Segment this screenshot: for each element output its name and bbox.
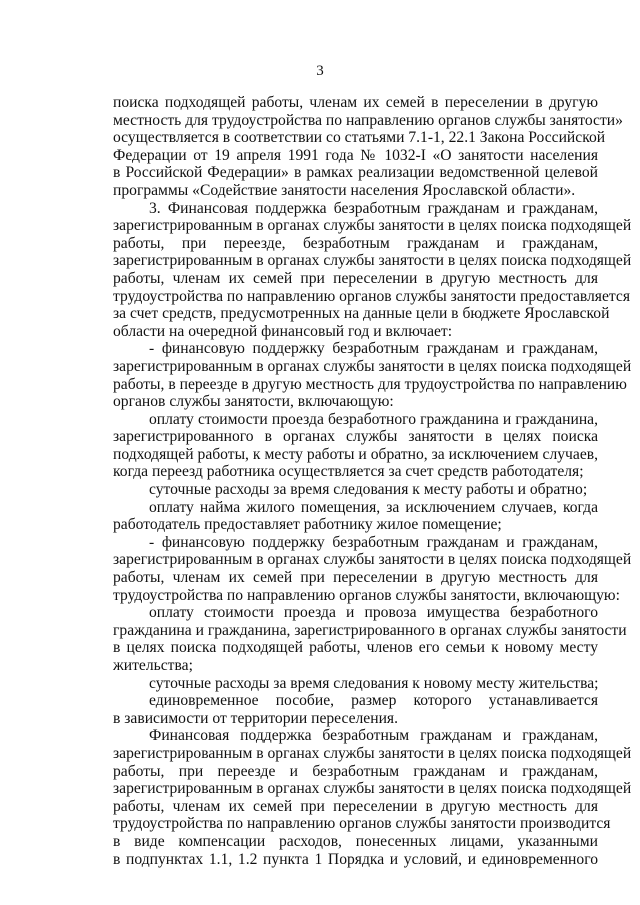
text-line: зарегистрированным в органах службы занятости в целях поиска подходящей: [113, 780, 632, 798]
text-line: работы, при переезде, безработным гражданам и гражданам,: [113, 234, 598, 252]
text-line: работы, в переезде в другую местность для трудоустройства по направлению: [113, 375, 627, 393]
text-line: в Российской Федерации» в рамках реализации ведомственной целевой: [113, 164, 598, 182]
text-line: - финансовую поддержку безработным гражданам и гражданам,: [149, 340, 598, 358]
text-line: работы, членам их семей при переселении в другую местность для: [113, 797, 598, 815]
text-line: программы «Содействие занятости населения Ярославской области».: [113, 181, 576, 199]
text-line: суточные расходы за время следования к месту работы и обратно;: [149, 481, 588, 499]
text-line: 3. Финансовая поддержка безработным гражданам и гражданам,: [149, 199, 598, 217]
document-body: [113, 94, 632, 868]
text-line: работы, членам их семей при переселении в другую местность для: [113, 269, 598, 287]
text-line: органов службы занятости, включающую:: [113, 393, 394, 411]
text-line: оплату стоимости проезда безработного гражданина и гражданина,: [149, 410, 598, 428]
text-line: в виде компенсации расходов, понесенных лицами, указанными: [113, 832, 598, 850]
text-line: работы, при переезде и безработным гражданам и гражданам,: [113, 762, 598, 780]
text-line: Финансовая поддержка безработным гражданам и гражданам,: [149, 727, 598, 745]
text-line: гражданина и гражданина, зарегистрированного в органах службы занятости: [113, 621, 627, 639]
text-line: зарегистрированным в органах службы занятости в целях поиска подходящей: [113, 252, 632, 270]
text-line: - финансовую поддержку безработным гражданам и гражданам,: [149, 533, 598, 551]
text-line: зарегистрированным в органах службы занятости в целях поиска подходящей: [113, 357, 632, 375]
text-line: трудоустройства по направлению органов службы занятости предоставляется: [113, 287, 630, 305]
text-line: за счет средств, предусмотренных на данные цели в бюджете Ярославской: [113, 305, 610, 323]
text-line: трудоустройства по направлению органов службы занятости, включающую:: [113, 586, 620, 604]
text-line: работодатель предоставляет работнику жилое помещение;: [113, 516, 502, 534]
text-line: в подпунктах 1.1, 1.2 пункта 1 Порядка и условий, и единовременного: [113, 850, 598, 868]
text-line: подходящей работы, к месту работы и обратно, за исключением случаев,: [113, 445, 598, 463]
text-line: зарегистрированного в органах службы занятости в целях поиска: [113, 428, 598, 446]
text-line: трудоустройства по направлению органов службы занятости производится: [113, 815, 611, 833]
text-line: поиска подходящей работы, членам их семей в переселении в другую: [113, 94, 598, 111]
text-line: в зависимости от территории переселения.: [113, 709, 398, 727]
text-line: осуществляется в соответствии со статьями 7.1-1, 22.1 Закона Российской: [113, 129, 606, 147]
text-line: местность для трудоустройства по направлению органов службы занятости»: [113, 111, 623, 129]
text-line: зарегистрированным в органах службы занятости в целях поиска подходящей: [113, 744, 632, 762]
text-line: зарегистрированным в органах службы занятости в целях поиска подходящей: [113, 217, 632, 235]
text-line: оплату найма жилого помещения, за исключением случаев, когда: [149, 498, 598, 516]
text-line: оплату стоимости проезда и провоза имущества безработного: [149, 604, 598, 622]
text-line: единовременное пособие, размер которого устанавливается: [149, 692, 598, 710]
text-line: суточные расходы за время следования к новому месту жительства;: [149, 674, 599, 692]
text-line: Федерации от 19 апреля 1991 года № 1032-I «О занятости населения: [113, 146, 598, 164]
text-line: работы, членам их семей при переселении в другую местность для: [113, 569, 598, 587]
text-line: области на очередной финансовый год и включает:: [113, 322, 453, 340]
text-line: зарегистрированным в органах службы занятости в целях поиска подходящей: [113, 551, 632, 569]
text-line: жительства;: [113, 657, 193, 674]
text-line: в целях поиска подходящей работы, членов его семьи к новому месту: [113, 639, 598, 657]
text-line: когда переезд работника осуществляется за счет средств работодателя;: [113, 463, 584, 481]
page-number: 3: [316, 63, 324, 79]
